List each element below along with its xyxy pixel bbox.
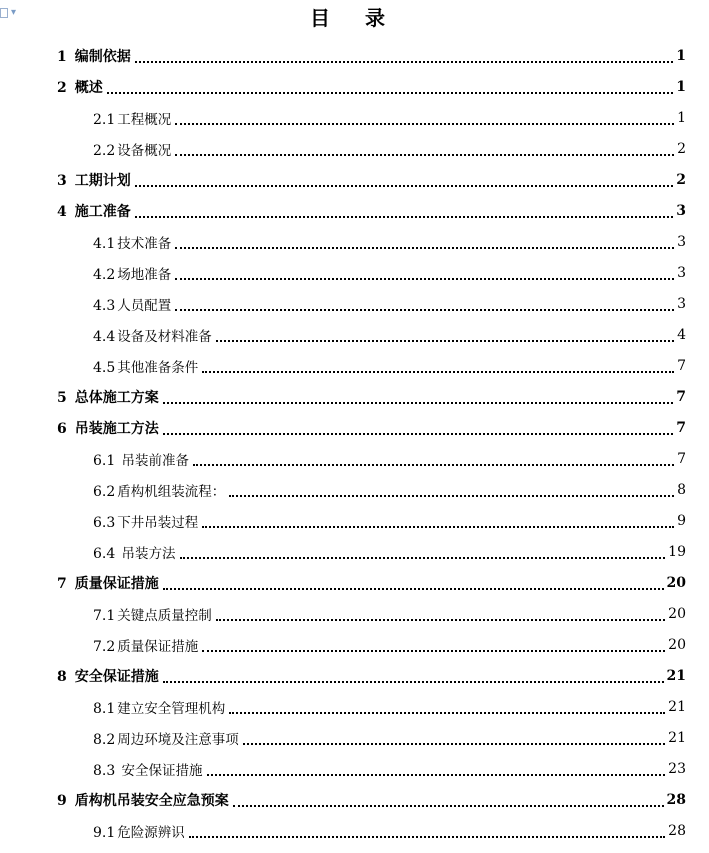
toc-entry-text: 技术准备: [117, 235, 172, 252]
toc-entry-text: 其他准备条件: [117, 359, 199, 376]
toc-entry-page: 3: [677, 233, 686, 250]
toc-entry[interactable]: [0, 660, 709, 691]
toc-entry-number: 8: [57, 668, 67, 685]
dot-leader: [233, 804, 664, 807]
toc-entry-page: 21: [666, 667, 686, 684]
dot-leader: [107, 91, 674, 94]
toc-entry-number: 4: [57, 203, 67, 220]
toc-entry-number: 6.2: [93, 483, 116, 500]
toc-entry[interactable]: [0, 195, 709, 226]
toc-entry-number: 6.3: [93, 514, 116, 531]
toc-entry-text: 设备概况: [117, 142, 172, 159]
toc-entry-number: 7.2: [93, 638, 116, 655]
toc-entry[interactable]: [0, 629, 709, 660]
toc-entry-label: [93, 263, 173, 283]
toc-entry-label: [93, 325, 214, 345]
toc-entry-page: 28: [666, 791, 686, 808]
toc-entry-page: 7: [676, 419, 686, 436]
toc-entry[interactable]: [0, 133, 709, 164]
toc-entry-page: 20: [666, 574, 686, 591]
toc-entry[interactable]: [0, 536, 709, 567]
toc-entry-text: 下井吊装过程: [117, 514, 199, 531]
toc-entry[interactable]: [0, 567, 709, 598]
dot-leader: [189, 835, 665, 838]
toc-entry-label: [57, 418, 161, 438]
toc-entry-page: 19: [668, 543, 686, 560]
dot-leader: [229, 711, 665, 714]
toc-entry-number: 1: [57, 48, 67, 65]
toc-entry-number: 7.1: [93, 607, 116, 624]
dot-leader: [135, 60, 674, 63]
toc-entry[interactable]: [0, 598, 709, 629]
dot-leader: [175, 153, 674, 156]
toc-entry-label: [93, 232, 173, 252]
toc-entry-label: [57, 790, 231, 810]
dot-leader: [202, 649, 665, 652]
toc-entry-text: 工程概况: [117, 111, 172, 128]
toc-entry-page: 28: [668, 822, 686, 839]
dot-leader: [202, 370, 674, 373]
dot-leader: [243, 742, 665, 745]
toc-entry-text: 吊装方法: [117, 545, 176, 562]
toc-entry-page: 9: [677, 512, 686, 529]
toc-entry[interactable]: [0, 226, 709, 257]
toc-entry-page: 1: [677, 109, 686, 126]
toc-entry-page: 1: [676, 78, 686, 95]
toc-entry-label: [93, 449, 191, 469]
toc-entry-text: 场地准备: [117, 266, 172, 283]
toc-entry-number: 4.2: [93, 266, 116, 283]
toc-entry[interactable]: [0, 319, 709, 350]
toc-entry-number: 8.1: [93, 700, 116, 717]
toc-entry-page: 1: [676, 47, 686, 64]
toc-entry-text: 安全保证措施: [74, 668, 159, 685]
toc-entry-text: 危险源辨识: [117, 824, 185, 841]
toc-entry-number: 8.2: [93, 731, 116, 748]
toc-entry-number: 2: [57, 79, 67, 96]
toc-entry-label: [93, 480, 227, 500]
toc-entry-page: 7: [676, 388, 686, 405]
toc-entry-text: 吊装前准备: [117, 452, 190, 469]
page-title: 目 录: [310, 6, 399, 30]
toc-entry-page: 21: [668, 698, 686, 715]
toc-entry-label: [93, 139, 173, 159]
toc-entry-number: 6.4: [93, 545, 116, 562]
toc-entry-text: 质量保证措施: [74, 575, 159, 592]
toc-entry-label: [93, 294, 173, 314]
toc-entry-page: 3: [677, 295, 686, 312]
toc-entry[interactable]: [0, 505, 709, 536]
toc-entry-number: 9.1: [93, 824, 116, 841]
toc-entry-label: [93, 356, 200, 376]
toc-entry-number: 2.1: [93, 111, 116, 128]
toc-entry-text: 建立安全管理机构: [117, 700, 226, 717]
toc-entry-label: [57, 77, 105, 97]
toc-entry-number: 4.5: [93, 359, 116, 376]
table-of-contents: [0, 40, 709, 846]
toc-entry-number: 7: [57, 575, 67, 592]
toc-entry-number: 4.1: [93, 235, 116, 252]
toc-entry-number: 8.3: [93, 762, 116, 779]
dot-leader: [193, 463, 674, 466]
toc-entry-page: 20: [668, 605, 686, 622]
dot-leader: [207, 773, 666, 776]
toc-entry[interactable]: [0, 474, 709, 505]
toc-entry-text: 周边环境及注意事项: [117, 731, 239, 748]
dot-leader: [135, 215, 674, 218]
toc-entry[interactable]: [0, 71, 709, 102]
dot-leader: [229, 494, 674, 497]
toc-entry-page: 3: [677, 264, 686, 281]
toc-entry-text: 总体施工方案: [74, 389, 159, 406]
toc-entry-label: [93, 728, 241, 748]
toc-entry-page: 4: [677, 326, 686, 343]
toc-entry-label: [93, 604, 214, 624]
toc-entry[interactable]: [0, 443, 709, 474]
toc-entry-label: [57, 387, 161, 407]
toc-entry-number: 9: [57, 792, 67, 809]
toc-entry[interactable]: [0, 753, 709, 784]
toc-entry[interactable]: [0, 102, 709, 133]
dot-leader: [180, 556, 666, 559]
toc-entry-label: [57, 573, 161, 593]
toc-entry-text: 工期计划: [74, 172, 131, 189]
toc-entry[interactable]: [0, 784, 709, 815]
toc-entry-number: 3: [57, 172, 67, 189]
toc-entry[interactable]: [0, 691, 709, 722]
toc-entry-label: [93, 759, 205, 779]
toc-entry-label: [57, 170, 133, 190]
toc-entry[interactable]: [0, 722, 709, 753]
toc-entry[interactable]: [0, 350, 709, 381]
toc-entry[interactable]: [0, 40, 709, 71]
toc-entry-number: 2.2: [93, 142, 116, 159]
toc-entry-text: 施工准备: [74, 203, 131, 220]
toc-entry-label: [93, 697, 227, 717]
toc-entry-page: 7: [677, 450, 686, 467]
toc-entry-label: [57, 201, 133, 221]
dot-leader: [135, 184, 674, 187]
toc-entry[interactable]: [0, 257, 709, 288]
toc-entry-page: 20: [668, 636, 686, 653]
dot-leader: [216, 339, 674, 342]
toc-entry[interactable]: [0, 815, 709, 846]
dot-leader: [163, 680, 664, 683]
dot-leader: [175, 308, 674, 311]
toc-entry[interactable]: [0, 164, 709, 195]
dot-leader: [216, 618, 665, 621]
dot-leader: [202, 525, 674, 528]
toc-entry-text: 人员配置: [117, 297, 172, 314]
toc-entry-text: 盾构机组装流程：: [117, 483, 226, 500]
toc-entry-number: 6.1: [93, 452, 116, 469]
toc-entry-label: [57, 666, 161, 686]
toc-entry[interactable]: [0, 288, 709, 319]
toc-entry-page: 7: [677, 357, 686, 374]
toc-entry-text: 编制依据: [74, 48, 131, 65]
toc-entry-label: [93, 108, 173, 128]
toc-entry[interactable]: [0, 381, 709, 412]
dot-leader: [163, 432, 674, 435]
toc-entry-text: 概述: [74, 79, 103, 96]
toc-entry-number: 4.3: [93, 297, 116, 314]
toc-entry-text: 关键点质量控制: [117, 607, 212, 624]
toc-entry-number: 6: [57, 420, 67, 437]
toc-entry-number: 4.4: [93, 328, 116, 345]
toc-entry-text: 盾构机吊装安全应急预案: [74, 792, 229, 809]
toc-entry[interactable]: [0, 412, 709, 443]
toc-entry-page: 8: [677, 481, 686, 498]
toc-entry-page: 3: [676, 202, 686, 219]
toc-entry-text: 安全保证措施: [117, 762, 203, 779]
toc-entry-label: [93, 511, 200, 531]
toc-entry-page: 2: [677, 140, 686, 157]
document-icon: ▾: [0, 8, 16, 18]
dot-leader: [175, 122, 674, 125]
toc-entry-text: 设备及材料准备: [117, 328, 212, 345]
dot-leader: [163, 401, 674, 404]
toc-entry-label: [57, 46, 133, 66]
dot-leader: [163, 587, 664, 590]
toc-entry-label: [93, 542, 178, 562]
toc-entry-page: 2: [676, 171, 686, 188]
toc-entry-text: 质量保证措施: [117, 638, 199, 655]
toc-entry-page: 23: [668, 760, 686, 777]
toc-entry-label: [93, 635, 200, 655]
toc-entry-text: 吊装施工方法: [74, 420, 159, 437]
dot-leader: [175, 246, 674, 249]
toc-entry-number: 5: [57, 389, 67, 406]
toc-entry-label: [93, 821, 187, 841]
dot-leader: [175, 277, 674, 280]
toc-entry-page: 21: [668, 729, 686, 746]
